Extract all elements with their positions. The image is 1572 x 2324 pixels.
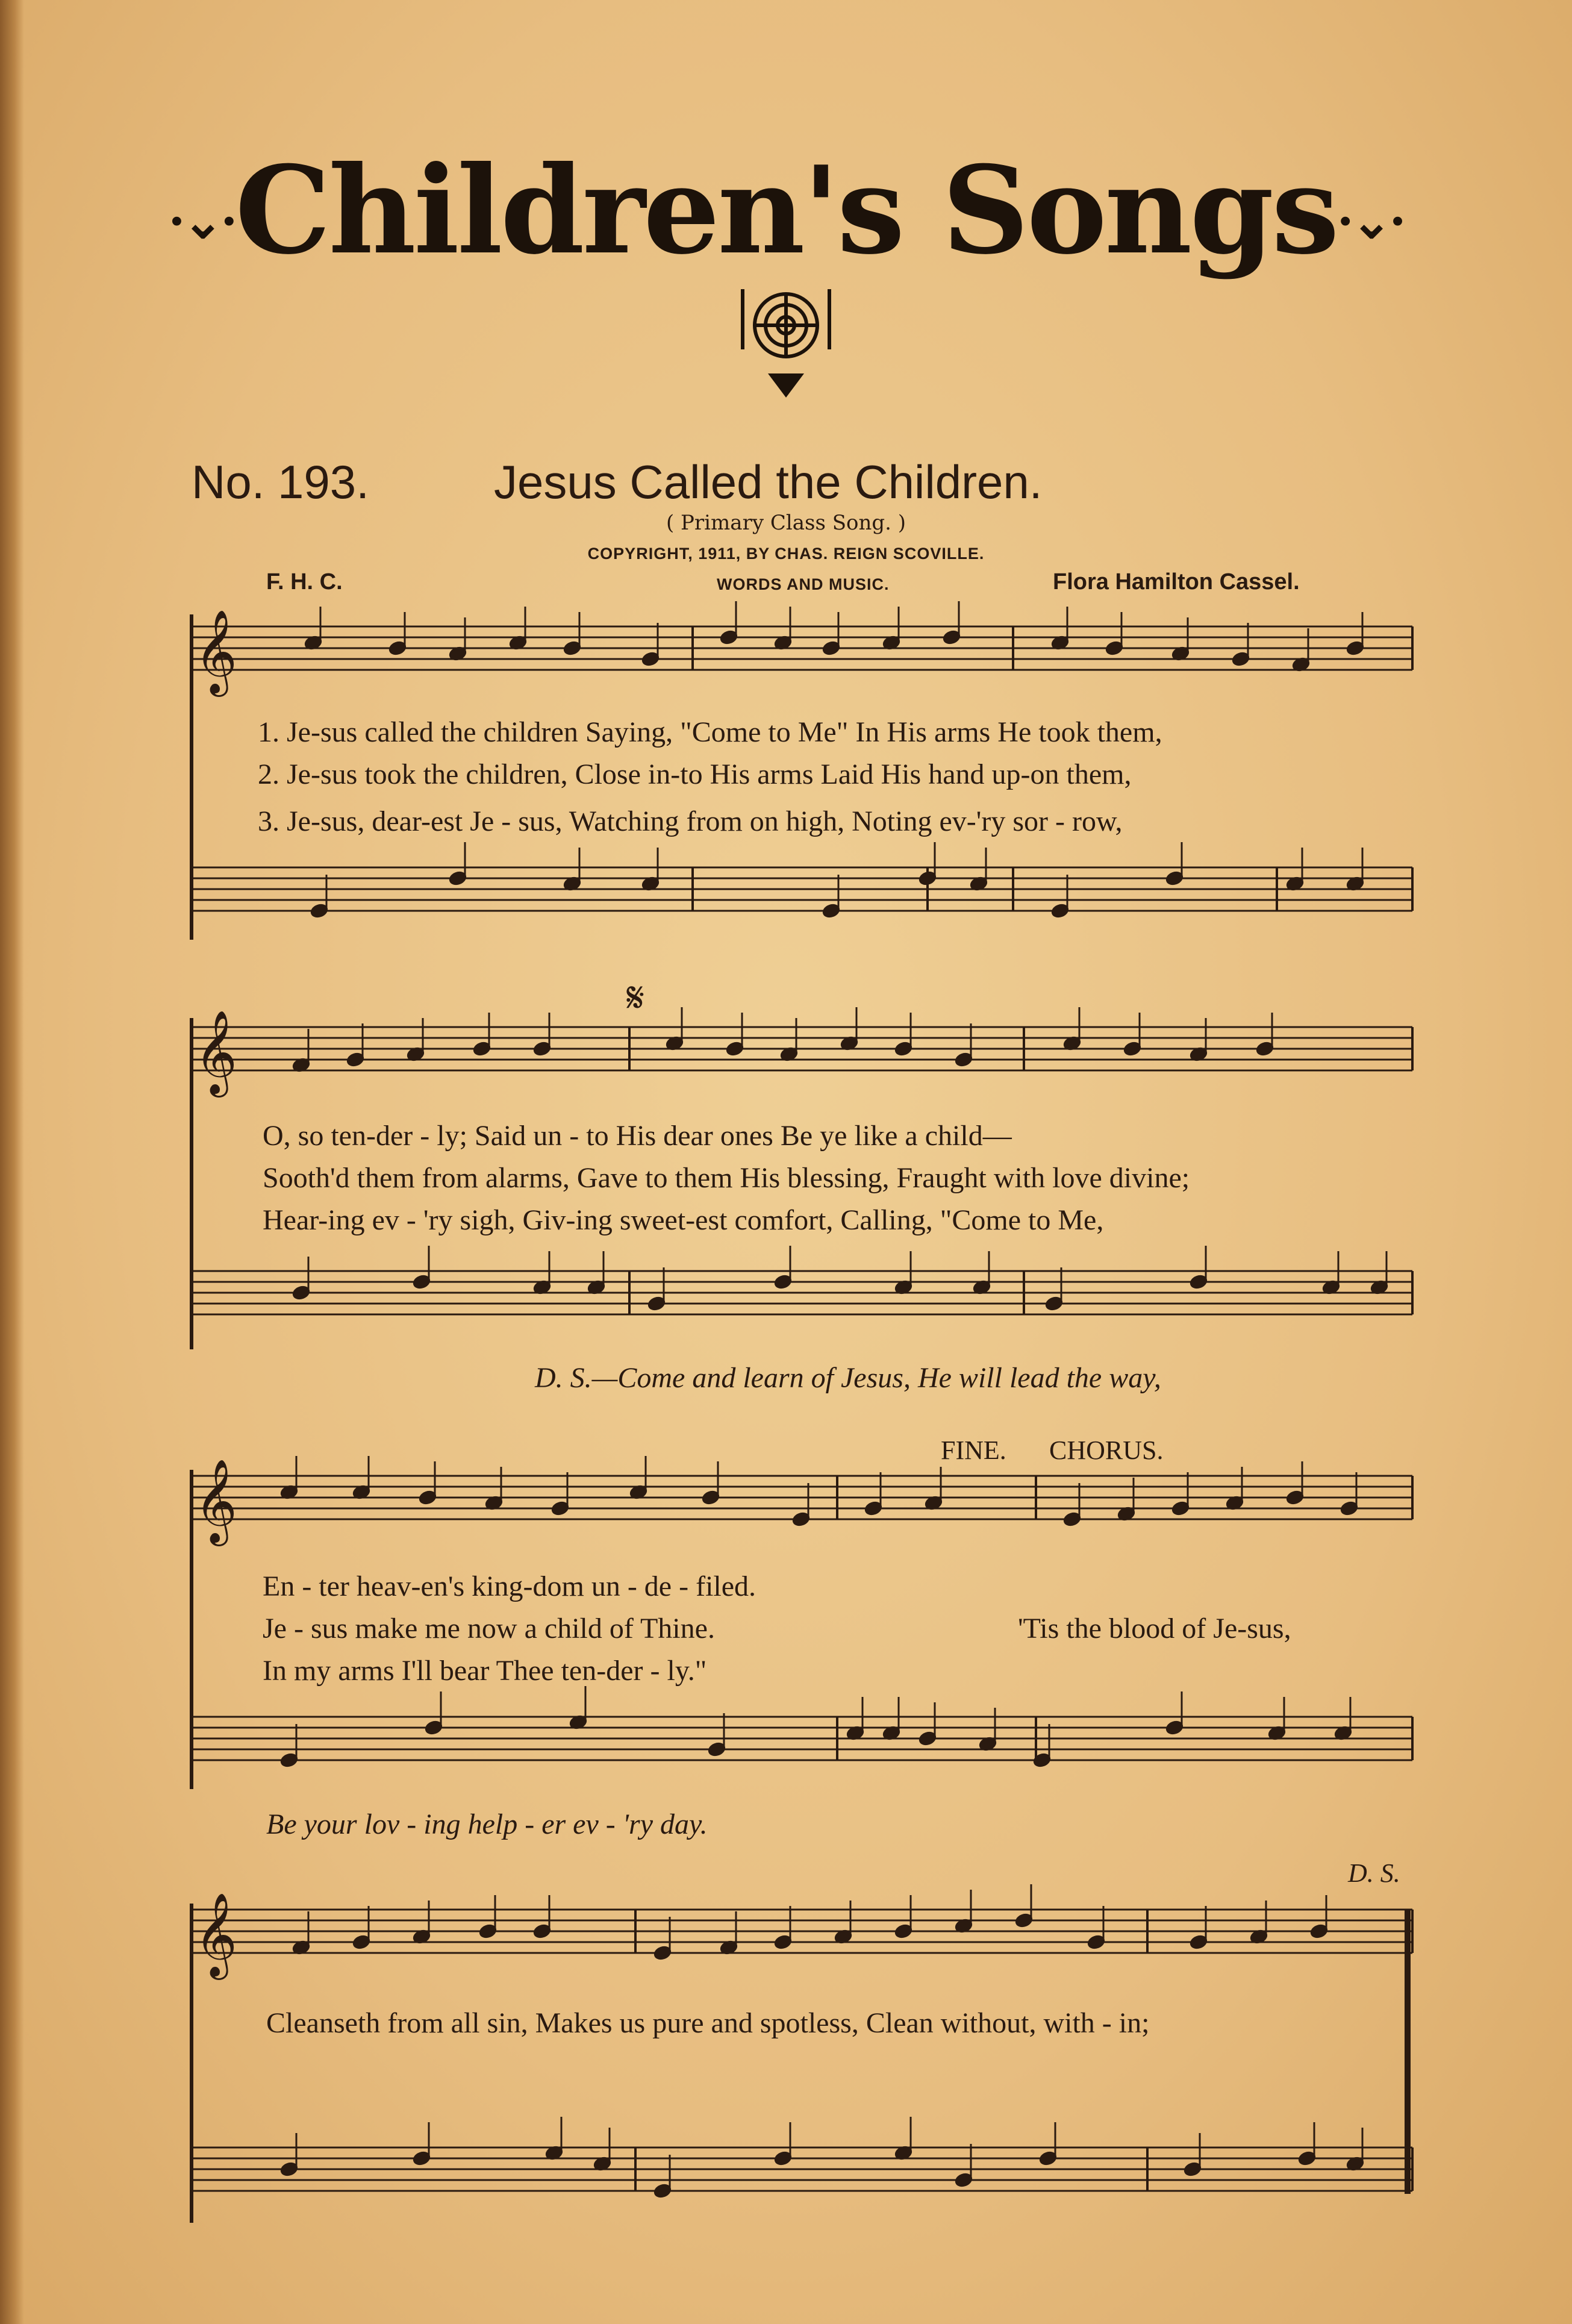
section-banner: ·⌄·Children's Songs·⌄· [168, 140, 1404, 281]
system-1-verse-3: 3. Je-sus, dear-est Je - sus, Watching from on high, Noting ev-'ry sor - row, [258, 805, 1123, 837]
system-2-verse-2: Sooth'd them from alarms, Gave to them His blessing, Fraught with love divine; [263, 1162, 1190, 1194]
system-1-verse-2: 2. Je-sus took the children, Close in-to His arms Laid His hand up-on them, [258, 758, 1132, 790]
song-title: Jesus Called the Children. [494, 455, 1043, 508]
system-3-verse-2: Je - sus make me now a child of Thine. [263, 1613, 715, 1645]
chorus-lyric: 'Tis the blood of Je-sus, [1018, 1613, 1291, 1645]
system-2-ds-line: D. S.—Come and learn of Jesus, He will lead the way, [535, 1362, 1161, 1394]
system-3-verse-3: In my arms I'll bear Thee ten-der - ly." [263, 1655, 707, 1687]
treble-clef-icon: 𝄞 [195, 1010, 237, 1094]
chorus-label: CHORUS. [1049, 1435, 1164, 1465]
segno-icon: 𝄋 [626, 973, 645, 1022]
words-music-label: WORDS AND MUSIC. [717, 575, 890, 593]
author-name: Flora Hamilton Cassel. [1053, 569, 1300, 595]
ds-mark: D. S. [1348, 1858, 1400, 1888]
copyright-line: COPYRIGHT, 1911, BY CHAS. REIGN SCOVILLE. [587, 545, 985, 563]
system-3-verse-1: En - ter heav-en's king-dom un - de - filed. [263, 1570, 756, 1602]
treble-clef-icon: 𝄞 [195, 610, 237, 693]
system-1-verse-1: 1. Je-sus called the children Saying, "Come to Me" In His arms He took them, [258, 716, 1162, 748]
system-3-ds-line: Be your lov - ing help - er ev - 'ry day. [266, 1808, 708, 1840]
section-title: Children's Songs [235, 140, 1337, 281]
author-initials: F. H. C. [266, 569, 343, 595]
treble-clef-icon: 𝄞 [195, 1893, 237, 1976]
treble-clef-icon: 𝄞 [195, 1459, 237, 1543]
system-4-verse-1: Cleanseth from all sin, Makes us pure and spotless, Clean without, with - in; [266, 2007, 1150, 2039]
song-number: No. 193. [192, 455, 369, 508]
system-2-verse-1: O, so ten-der - ly; Said un - to His dear ones Be ye like a child— [263, 1120, 1012, 1152]
song-subtitle: ( Primary Class Song. ) [666, 511, 906, 535]
system-2-verse-3: Hear-ing ev - 'ry sigh, Giv-ing sweet-est comfort, Calling, "Come to Me, [263, 1204, 1104, 1236]
fine-label: FINE. [941, 1435, 1006, 1465]
